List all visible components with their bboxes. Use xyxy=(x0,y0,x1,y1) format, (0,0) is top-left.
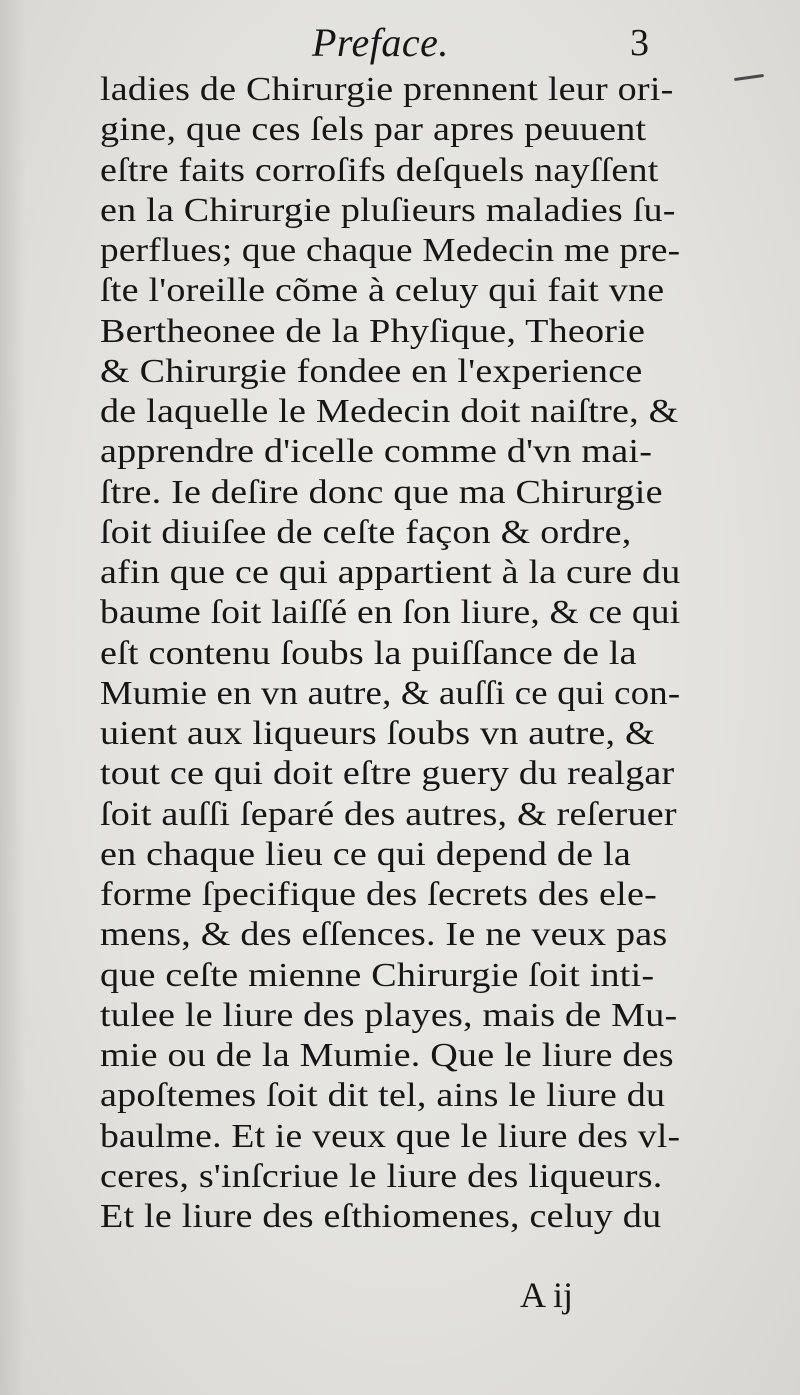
text-line: en la Chirurgie pluſieurs maladies ſu- xyxy=(100,191,676,229)
text-line: perflues; que chaque Medecin me pre- xyxy=(100,232,681,269)
text-line: de laquelle le Medecin doit naiſtre, & xyxy=(100,393,679,430)
text-line: apoſtemes ſoit dit tel, ains le liure du xyxy=(100,1077,666,1115)
running-head-title: Preface. xyxy=(312,20,449,65)
text-line: ſte l'oreille cõme à celuy qui fait vne xyxy=(100,272,665,310)
text-line: baulme. Et ie veux que le liure des vl- xyxy=(100,1117,681,1155)
page-number: 3 xyxy=(630,22,649,64)
text-line: eſt contenu ſoubs la puiſſance de la xyxy=(100,634,637,672)
text-line: afin que ce qui appartient à la cure du xyxy=(100,554,681,591)
text-line: & Chirurgie fondee en l'experience xyxy=(100,352,643,390)
text-line: en chaque lieu ce qui depend de la xyxy=(100,835,631,873)
text-line: mens, & des eſſences. Ie ne veux pas xyxy=(100,916,668,954)
text-line: Bertheonee de la Phyſique, Theorie xyxy=(100,312,646,350)
body-text xyxy=(100,70,680,1237)
text-line: apprendre d'icelle comme d'vn mai- xyxy=(100,433,653,471)
text-line: ſoit diuiſee de ceſte façon & ordre, xyxy=(100,513,632,551)
text-line: forme ſpecifique des ſecrets des ele- xyxy=(100,876,658,913)
text-line: que ceſte mienne Chirurgie ſoit inti- xyxy=(100,956,655,994)
text-line: ſtre. Ie deſire donc que ma Chirurgie xyxy=(100,473,663,511)
text-line: gine, que ces ſels par apres peuuent xyxy=(100,111,647,149)
gutter-shadow xyxy=(0,0,26,1395)
text-line: ladies de Chirurgie prennent leur ori- xyxy=(100,71,674,108)
text-line: uient aux liqueurs ſoubs vn autre, & xyxy=(100,715,655,752)
text-line: mie ou de la Mumie. Que le liure des xyxy=(100,1037,674,1074)
text-line: tulee le liure des playes, mais de Mu- xyxy=(100,996,678,1034)
text-line: Mumie en vn autre, & auſſi ce qui con- xyxy=(100,674,681,712)
text-line: ſoit auſſi ſeparé des autres, & reſeruer xyxy=(100,795,677,833)
text-line: Et le liure des eſthiomenes, celuy du xyxy=(100,1198,662,1235)
text-line: ceres, s'inſcriue le liure des liqueurs. xyxy=(100,1157,663,1195)
text-line: baume ſoit laiſſé en ſon liure, & ce qui xyxy=(100,594,681,632)
text-line: eſtre faits corroſifs deſquels nayſſent xyxy=(100,151,659,189)
signature-mark: A ij xyxy=(520,1275,574,1315)
text-line: tout ce qui doit eſtre guery du realgar xyxy=(100,755,675,793)
running-head xyxy=(0,18,800,68)
